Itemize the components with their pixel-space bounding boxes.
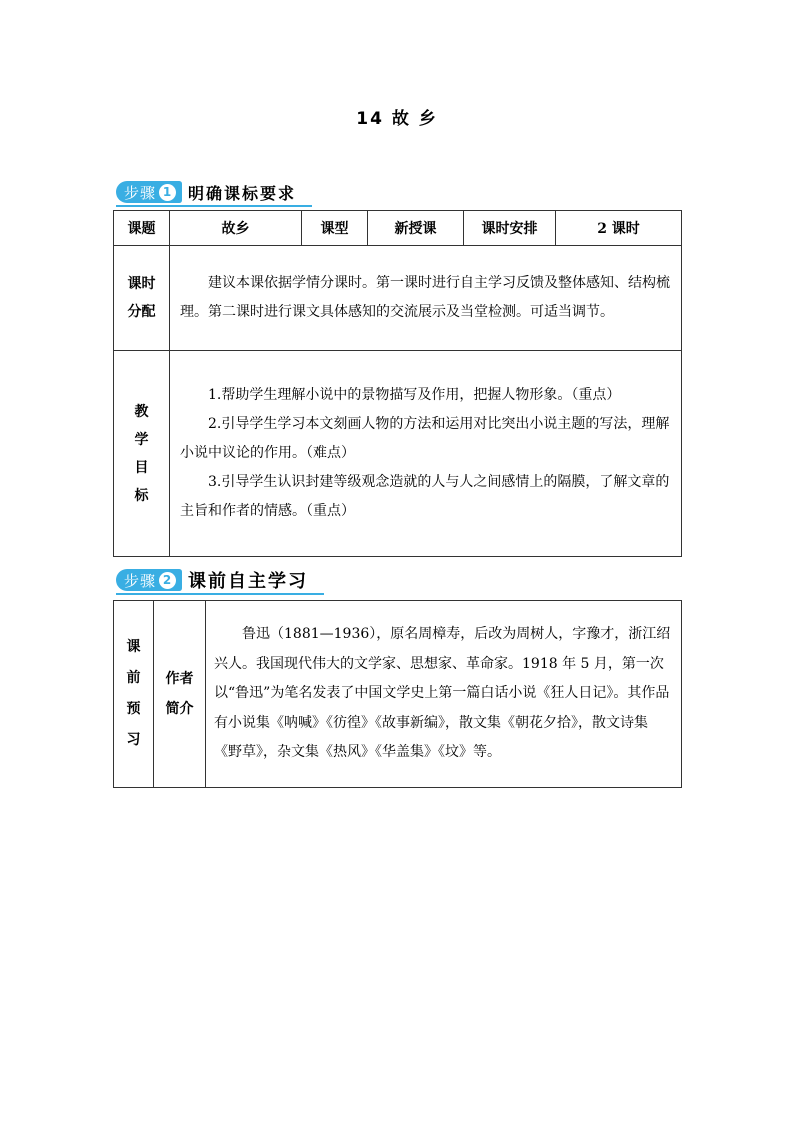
goals-label: 教 学 目 标 [114,351,170,557]
step1-underline [116,205,312,207]
step2-heading [116,568,324,592]
course-requirements-table [113,210,682,557]
table-row [114,246,682,351]
label-topic: 课题 [114,211,170,246]
table-row [114,211,682,246]
goals-list [170,351,682,557]
label-schedule: 课时安排 [464,211,556,246]
step2-badge [116,569,182,591]
step1-badge [116,181,182,203]
label-type: 课型 [302,211,368,246]
page-title: 14 故 乡 [356,109,438,129]
topic-value: 故乡 [170,211,302,246]
step1-heading [116,180,312,204]
schedule-label: 课时 分配 [114,246,170,351]
step2-number: 2 [159,572,176,589]
table-row [114,351,682,557]
goal-item: 1.帮助学生理解小说中的景物描写及作用，把握人物形象。（重点） [208,387,621,403]
goal-item: 2.引导学生学习本文刻画人物的方法和运用对比突出小说主题的写法，理解小说中议论的作用。（难点） [180,416,670,461]
table-row [114,601,682,788]
author-intro-text: 鲁迅（1881—1936），原名周樟寿，后改为周树人，字豫才，浙江绍兴人。我国现代伟大的文学家、思想家、革命家。1918 年 5 月，第一次以“鲁迅”为笔名发表了中国文学史上第一篇白话小说《狂人日记》。其作品有小说集《呐喊》《彷徨》《故事新编》，散文集《朝花夕拾》，散文诗集《野草》，杂文集《热风》《华盖集》《坟》等。 [206,601,682,788]
preview-label: 课 前 预 习 [114,601,154,788]
pre-class-table [113,600,682,788]
step2-title: 课前自主学习 [188,571,309,592]
step1-badge-label: 步骤 [124,183,157,202]
step1-number: 1 [159,184,176,201]
step1-title: 明确课标要求 [188,183,297,203]
goal-item: 3.引导学生认识封建等级观念造就的人与人之间感情上的隔膜，了解文章的主旨和作者的情感。（重点） [180,474,670,519]
author-label: 作者 简介 [154,601,206,788]
schedule-value: 2 课时 [556,211,682,246]
step2-badge-label: 步骤 [124,571,157,590]
step2-underline [116,593,324,595]
schedule-text: 建议本课依据学情分课时。第一课时进行自主学习反馈及整体感知、结构梳理。第二课时进行课文具体感知的交流展示及当堂检测。可适当调节。 [170,246,682,351]
type-value: 新授课 [368,211,464,246]
